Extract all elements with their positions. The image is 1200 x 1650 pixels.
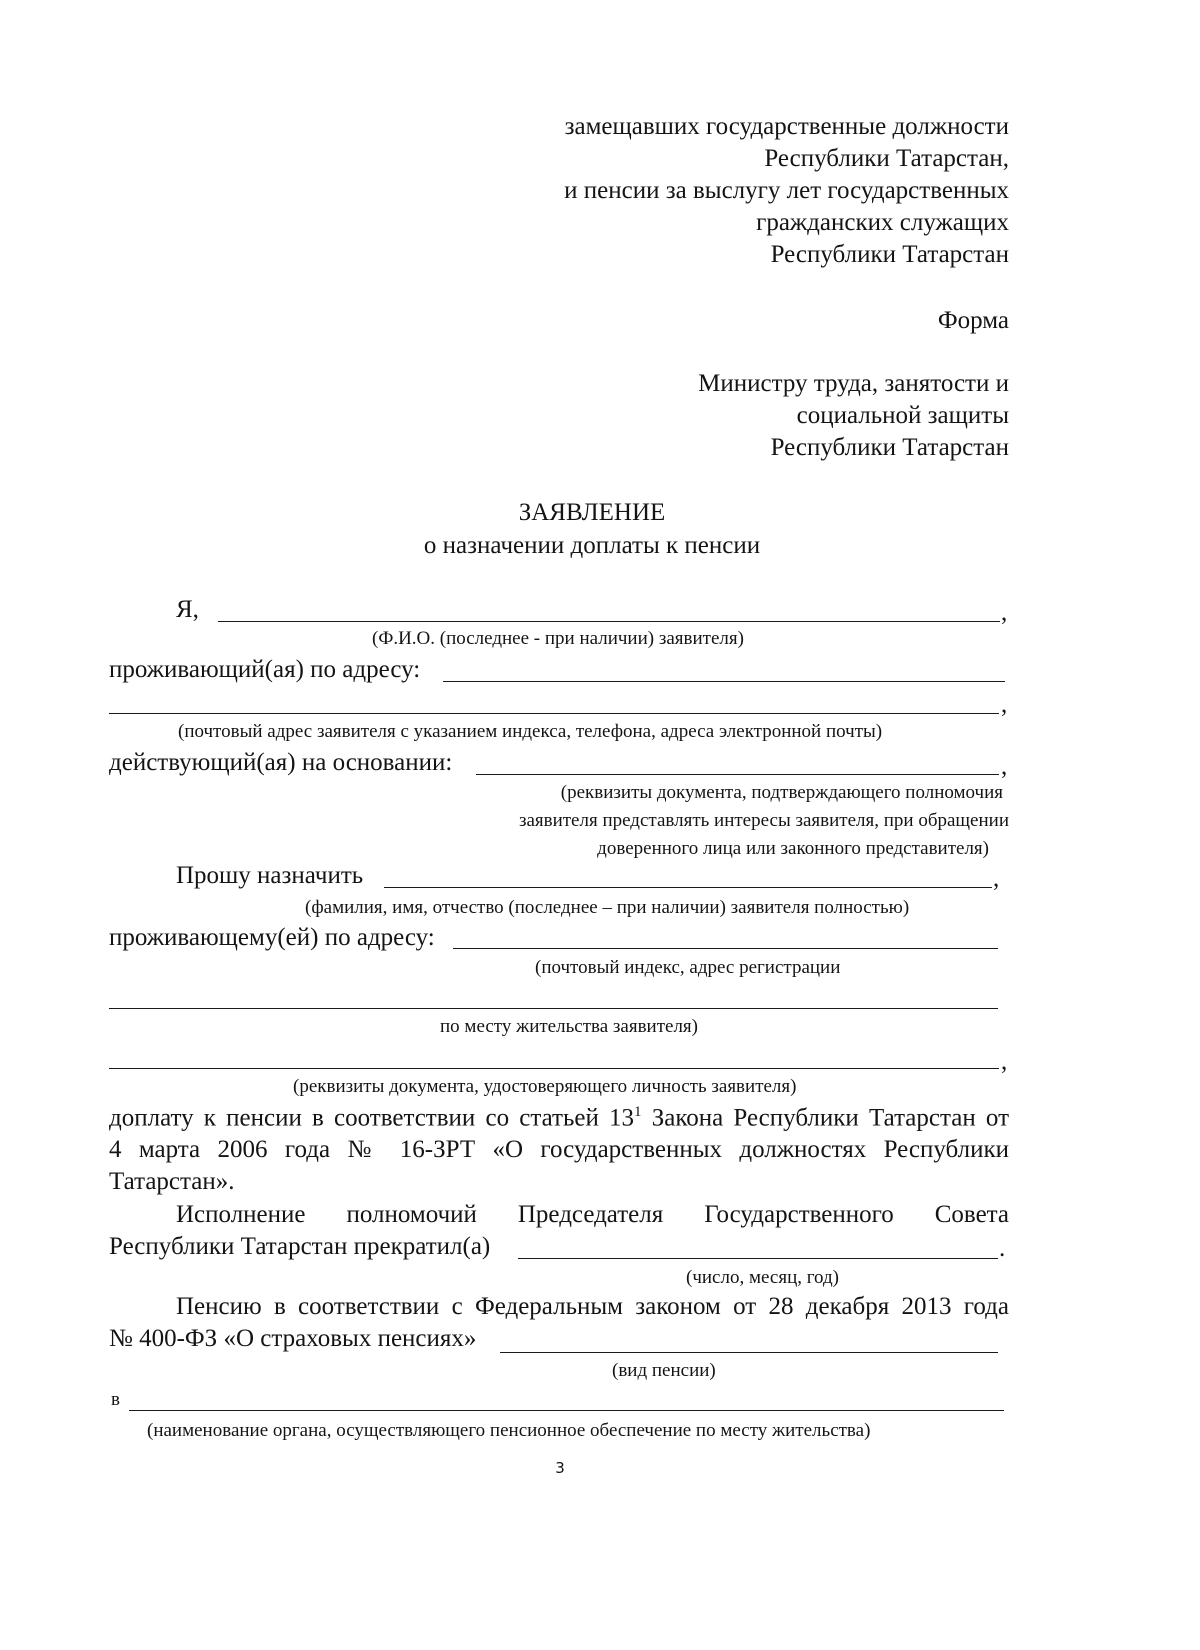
identity-field[interactable] — [109, 1068, 999, 1069]
header-line: гражданских служащих — [756, 209, 1009, 236]
address-field-2[interactable] — [109, 713, 999, 714]
addressee-line: Министру труда, занятости и — [698, 370, 1009, 397]
period: . — [999, 1235, 1006, 1262]
pension-type-field[interactable] — [500, 1352, 998, 1353]
comma: , — [1001, 599, 1008, 626]
authority-hint-line: (реквизиты документа, подтверждающего полномочия — [560, 782, 1003, 803]
paragraph-line: Пенсию в соответствии с Федеральным законом от 28 декабря 2013 года — [176, 1293, 1009, 1320]
header-line: замещавших государственные должности — [564, 113, 1009, 140]
acting-label: действующий(ая) на основании: — [109, 749, 453, 776]
fullname-hint: (фамилия, имя, отчество (последнее – при наличии) заявителя полностью) — [305, 897, 910, 918]
paragraph-line: № 400-ФЗ «О страховых пенсиях» — [109, 1325, 477, 1352]
document-title: ЗАЯВЛЕНИЕ — [518, 499, 666, 526]
form-label: Форма — [937, 307, 1009, 334]
addressee-line: Республики Татарстан — [770, 434, 1009, 461]
paragraph-line: Республики Татарстан прекратил(а) — [109, 1233, 491, 1260]
postal-hint: (почтовый адрес заявителя с указанием индекса, телефона, адреса электронной почты) — [178, 721, 883, 742]
header-line: и пенсии за выслугу лет государственных — [564, 177, 1009, 204]
fullname-field[interactable] — [384, 887, 992, 888]
termination-date-field[interactable] — [518, 1258, 998, 1259]
addressee-line: социальной защиты — [796, 402, 1009, 429]
address-field-1[interactable] — [443, 681, 1005, 682]
paragraph-line: 4 марта 2006 года № 16-ЗРТ «О государственных должностях Республики — [109, 1136, 1009, 1163]
residence-hint: по месту жительства заявителя) — [440, 1016, 699, 1037]
authority-field[interactable] — [476, 774, 999, 775]
registration-field-2[interactable] — [109, 1008, 998, 1009]
authority-hint-line: доверенного лица или законного представителя) — [597, 838, 989, 859]
header-line: Республики Татарстан, — [764, 145, 1009, 172]
paragraph-line: доплату к пенсии в соответствии со статьей $13^1$ Закона Республики Татарстан от — [109, 1104, 1009, 1132]
date-hint: (число, месяц, год) — [686, 1267, 840, 1288]
authority-hint-line: заявителя представлять интересы заявителя, при обращении — [518, 810, 1009, 831]
comma: , — [993, 865, 1000, 892]
pension-organ-field[interactable] — [129, 1410, 1004, 1411]
registration-field-1[interactable] — [453, 948, 998, 949]
header-line: Республики Татарстан — [770, 241, 1009, 268]
document-subtitle: о назначении доплаты к пенсии — [423, 532, 761, 559]
comma: , — [1001, 753, 1008, 780]
fio-hint: (Ф.И.О. (последнее - при наличии) заявителя) — [372, 628, 744, 649]
comma: , — [1001, 1048, 1008, 1075]
organ-hint: (наименование органа, осуществляющего пенсионное обеспечение по месту жительства) — [147, 1420, 871, 1441]
page-number: 3 — [555, 1459, 565, 1477]
identity-hint: (реквизиты документа, удостоверяющего личность заявителя) — [293, 1076, 797, 1097]
paragraph-line: Татарстан». — [109, 1168, 235, 1195]
pension-type-hint: (вид пенсии) — [612, 1360, 716, 1381]
comma: , — [1001, 691, 1008, 718]
residing-to-label: проживающему(ей) по адресу: — [109, 924, 435, 951]
in-label: в — [111, 1389, 120, 1410]
fio-field[interactable] — [218, 621, 1000, 622]
request-label: Прошу назначить — [176, 862, 364, 889]
residing-label: проживающий(ая) по адресу: — [109, 656, 421, 683]
ya-label: Я, — [176, 596, 199, 623]
registration-hint: (почтовый индекс, адрес регистрации — [535, 957, 841, 978]
paragraph-line: Исполнение полномочий Председателя Государственного Совета — [176, 1201, 1009, 1228]
